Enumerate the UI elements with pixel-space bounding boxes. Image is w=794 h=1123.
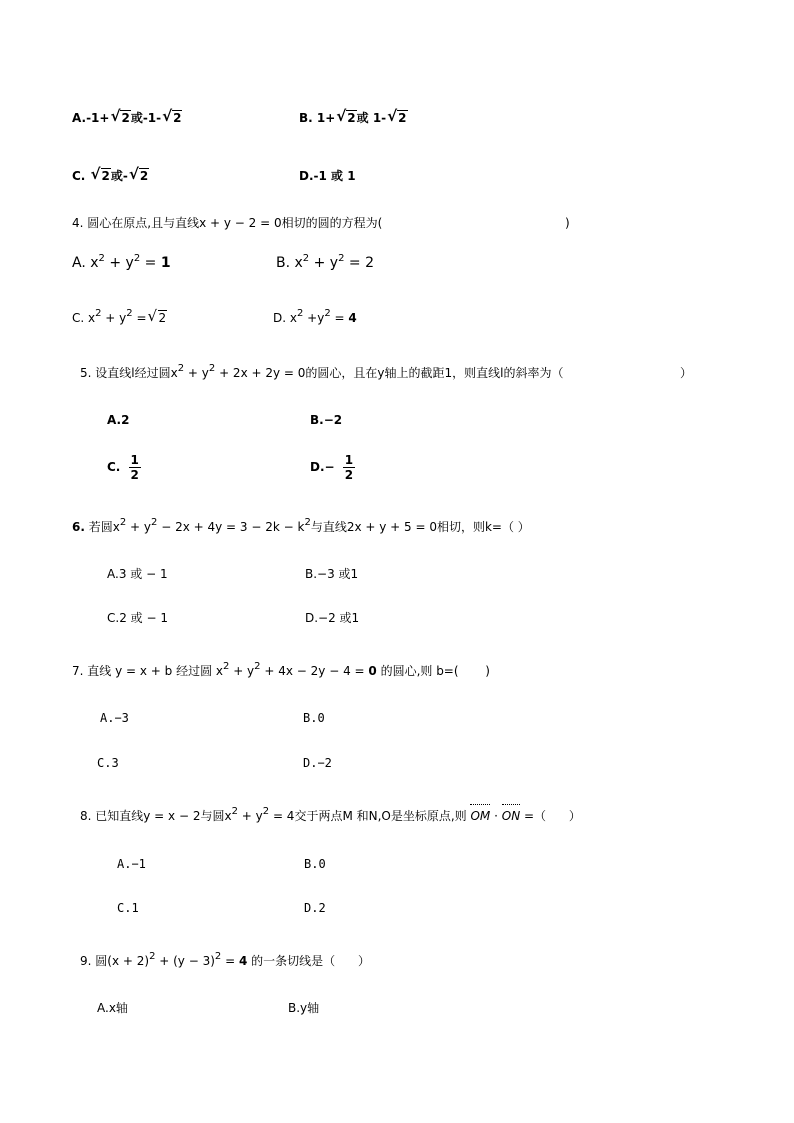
q9-stem: 9. 圆$(x + 2)^2 + (y - 3)^2 = 4$ 的一条切线是（ ）: [80, 951, 371, 968]
q3-option-d: D.-1 或 1: [299, 169, 356, 183]
q5-paren-close: ）: [680, 366, 693, 380]
q4-option-c: C. $x^2 + y^2$ =√ 2: [72, 310, 167, 326]
q8-option-c: C.1: [117, 901, 139, 915]
q6-option-c: C.2 或 − 1: [107, 611, 168, 625]
q6-option-d: D.−2 或1: [305, 611, 360, 625]
q5-stem: 5. 设直线l经过圆$x^2 + y^2 + 2x + 2y = 0$的圆心，且在y轴上的截距1，则直线l的斜率为（: [80, 363, 564, 380]
q4-stem: 4. 圆心在原点,且与直线x + y − 2 = 0相切的圆的方程为(: [72, 216, 383, 230]
q4-option-a: A. $x^2 + y^2 = 1$: [72, 253, 171, 271]
q5-option-c: C. $\frac{1}{2}$: [107, 453, 139, 482]
q7-option-b: B.0: [303, 711, 325, 725]
q9-option-a: A.x轴: [97, 1001, 128, 1015]
q7-option-d: D.−2: [303, 756, 332, 770]
q3-option-b: B. 1+√ 2或 1-√ 2: [299, 110, 408, 126]
q5-option-b: B.−2: [310, 413, 343, 427]
q7-option-c: C.3: [97, 756, 119, 770]
q7-stem: 7. 直线 y = x + b 经过圆 $x^2 + y^2 + 4x - 2y - 4 = 0$ 的圆心,则 b=( ): [72, 661, 490, 678]
q8-option-a: A.−1: [117, 857, 146, 871]
q7-option-a: A.−3: [100, 711, 129, 725]
q5-option-a: A.2: [107, 413, 130, 427]
q3-option-a: A.-1+√ 2或-1-√ 2: [72, 110, 182, 126]
q5-option-d: D.− $\frac{1}{2}$: [310, 453, 354, 482]
q3-option-c: C. √ 2或-√ 2: [72, 168, 149, 184]
q6-option-a: A.3 或 − 1: [107, 567, 168, 581]
q6-option-b: B.−3 或1: [305, 567, 359, 581]
q8-stem: 8. 已知直线y = x − 2与圆$x^2 + y^2 = 4$交于两点M 和N,O是坐标原点,则 OM · ON =（ ）: [80, 806, 581, 823]
q8-option-d: D.2: [304, 901, 326, 915]
q8-option-b: B.0: [304, 857, 326, 871]
q6-stem: 6. 若圆$x^2 + y^2 - 2x + 4y = 3 - 2k - k^2$与直线2x + y + 5 = 0相切，则k=（ ）: [72, 517, 530, 534]
q9-option-b: B.y轴: [288, 1001, 320, 1015]
q4-option-d: D. $x^2 +y^2 = 4$: [273, 308, 357, 325]
q4-paren-close: ): [565, 216, 570, 230]
q4-option-b: B. $x^2 + y^2 = 2$: [276, 253, 375, 271]
